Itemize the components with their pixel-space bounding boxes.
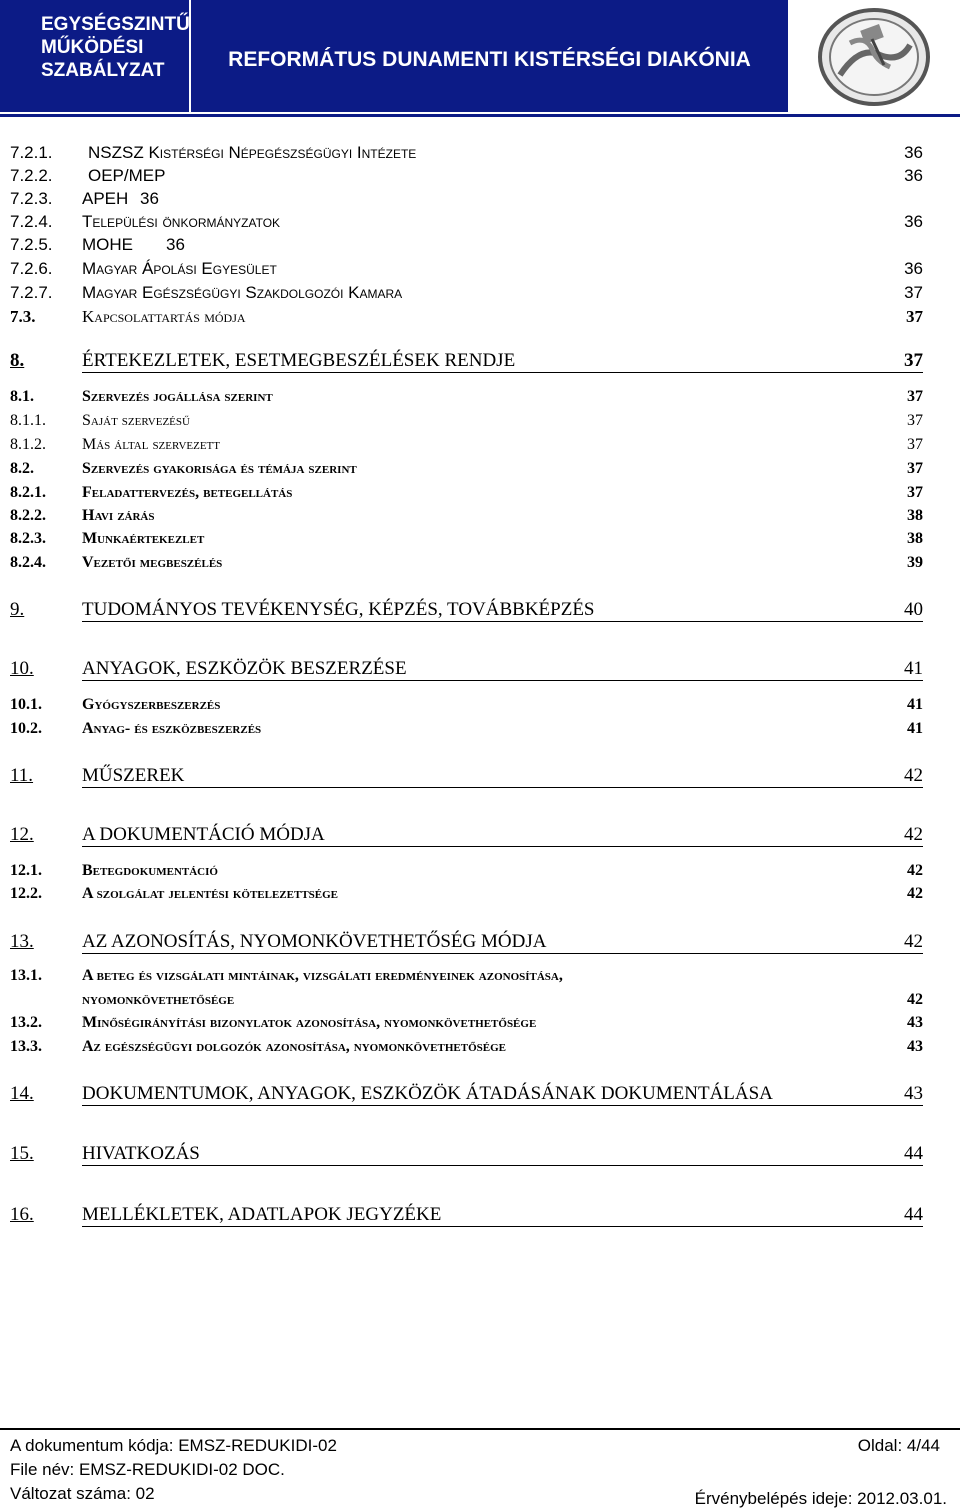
toc-number: 7.2.2. bbox=[10, 166, 53, 185]
toc-page: 38 bbox=[907, 507, 923, 524]
toc-title: HIVATKOZÁS bbox=[82, 1143, 200, 1164]
chapter-rule bbox=[82, 680, 923, 681]
version-number: Változat száma: 02 bbox=[10, 1484, 155, 1503]
toc-number: 10.1. bbox=[10, 696, 42, 713]
toc-number: 8.1.1. bbox=[10, 412, 46, 429]
toc-number: 7.2.1. bbox=[10, 143, 53, 162]
toc-number: 12.1. bbox=[10, 862, 42, 879]
toc-number: 8. bbox=[10, 350, 25, 371]
toc-page: 37 bbox=[904, 350, 923, 371]
chapter-rule bbox=[82, 1226, 923, 1227]
toc-page: 36 bbox=[166, 235, 185, 254]
toc-number: 13.3. bbox=[10, 1038, 42, 1055]
document-type-line-2: MŰKÖDÉSI bbox=[41, 37, 144, 58]
toc-title: ÉRTEKEZLETEK, ESETMEGBESZÉLÉSEK RENDJE bbox=[82, 350, 516, 371]
file-name: File név: EMSZ-REDUKIDI-02 DOC. bbox=[10, 1460, 285, 1479]
toc-number: 16. bbox=[10, 1204, 34, 1225]
toc-page: 43 bbox=[907, 1014, 923, 1031]
toc-page: 42 bbox=[907, 991, 923, 1008]
chapter-rule bbox=[82, 953, 923, 954]
toc-page: 41 bbox=[907, 720, 923, 737]
toc-page: 42 bbox=[904, 931, 923, 952]
document-code: A dokumentum kódja: EMSZ-REDUKIDI-02 bbox=[10, 1436, 337, 1455]
chapter-rule bbox=[82, 787, 923, 788]
toc-page: 44 bbox=[904, 1204, 923, 1225]
effective-date: Érvénybelépés ideje: 2012.03.01. bbox=[694, 1489, 947, 1508]
toc-number: 10.2. bbox=[10, 720, 42, 737]
toc-title: Az egészségügyi dolgozók azonosítása, nyomonkövethetősége bbox=[82, 1038, 506, 1055]
toc-page: 42 bbox=[904, 824, 923, 845]
toc-number: 13.2. bbox=[10, 1014, 42, 1031]
toc-title: nyomonkövethetősége bbox=[82, 991, 235, 1008]
toc-title: Munkaértekezlet bbox=[82, 530, 205, 547]
toc-title: MŰSZEREK bbox=[82, 765, 185, 786]
toc-number: 8.1.2. bbox=[10, 436, 46, 453]
toc-page: 41 bbox=[907, 696, 923, 713]
toc-title: Havi zárás bbox=[82, 507, 155, 524]
toc-title: A szolgálat jelentési kötelezettsége bbox=[82, 885, 339, 902]
toc-title: Vezetői megbeszélés bbox=[82, 554, 223, 571]
organization-title: REFORMÁTUS DUNAMENTI KISTÉRSÉGI DIAKÓNIA bbox=[191, 0, 788, 112]
toc-page: 39 bbox=[907, 554, 923, 571]
toc-page: 41 bbox=[904, 658, 923, 679]
footer-divider bbox=[0, 1428, 960, 1430]
toc-number: 12. bbox=[10, 824, 34, 845]
toc-title: ANYAGOK, ESZKÖZÖK BESZERZÉSE bbox=[82, 658, 407, 679]
toc-page: 40 bbox=[904, 599, 923, 620]
toc-title: OEP/MEP bbox=[88, 166, 166, 185]
toc-title: Feladattervezés, betegellátás bbox=[82, 484, 293, 501]
chapter-rule bbox=[82, 1105, 923, 1106]
toc-page: 37 bbox=[907, 412, 923, 429]
toc-number: 8.2.1. bbox=[10, 484, 46, 501]
toc-number: 12.2. bbox=[10, 885, 42, 902]
toc-page: 37 bbox=[904, 283, 923, 302]
toc-title: Minőségirányítási bizonylatok azonosítása, nyomonkövethetősége bbox=[82, 1014, 537, 1031]
toc-page: 36 bbox=[140, 189, 159, 208]
toc-title: Kapcsolattartás módja bbox=[82, 307, 246, 326]
toc-title: Anyag- és eszközbeszerzés bbox=[82, 720, 262, 737]
toc-page: 37 bbox=[907, 460, 923, 477]
toc-page: 37 bbox=[907, 484, 923, 501]
toc-number: 7.2.4. bbox=[10, 212, 53, 231]
page-header bbox=[0, 0, 960, 118]
toc-number: 8.2. bbox=[10, 460, 34, 477]
document-type-line-3: SZABÁLYZAT bbox=[41, 60, 165, 81]
diakonia-seal-icon bbox=[810, 5, 938, 109]
toc-title: A DOKUMENTÁCIÓ MÓDJA bbox=[82, 824, 325, 845]
toc-title: Szervezés jogállása szerint bbox=[82, 388, 273, 405]
toc-title: MELLÉKLETEK, ADATLAPOK JEGYZÉKE bbox=[82, 1204, 442, 1225]
toc-number: 10. bbox=[10, 658, 34, 679]
toc-number: 7.2.7. bbox=[10, 283, 53, 302]
toc-title: MOHE bbox=[82, 235, 133, 254]
document-type-box bbox=[0, 0, 189, 112]
toc-title: APEH bbox=[82, 189, 129, 208]
toc-number: 7.3. bbox=[10, 307, 36, 326]
toc-title: Települési önkormányzatok bbox=[82, 212, 281, 231]
toc-page: 43 bbox=[904, 1083, 923, 1104]
toc-title: Magyar Ápolási Egyesület bbox=[82, 259, 277, 278]
toc-page: 44 bbox=[904, 1143, 923, 1164]
toc-page: 36 bbox=[904, 212, 923, 231]
toc-number: 11. bbox=[10, 765, 34, 786]
toc-title: Betegdokumentáció bbox=[82, 862, 218, 879]
toc-title: NSZSZ Kistérségi Népegészségügyi Intézete bbox=[88, 143, 417, 162]
toc-page: 37 bbox=[907, 436, 923, 453]
toc-page: 42 bbox=[904, 765, 923, 786]
toc-page: 42 bbox=[907, 885, 923, 902]
toc-page: 42 bbox=[907, 862, 923, 879]
toc-number: 8.1. bbox=[10, 388, 34, 405]
toc-number: 13. bbox=[10, 931, 34, 952]
toc-title: AZ AZONOSÍTÁS, NYOMONKÖVETHETŐSÉG MÓDJA bbox=[82, 931, 547, 952]
toc-title: DOKUMENTUMOK, ANYAGOK, ESZKÖZÖK ÁTADÁSÁNAK DOKUMENTÁLÁSA bbox=[82, 1083, 773, 1104]
logo-box bbox=[790, 0, 960, 112]
toc-page: 43 bbox=[907, 1038, 923, 1055]
toc-page: 36 bbox=[904, 166, 923, 185]
toc-number: 14. bbox=[10, 1083, 34, 1104]
header-divider bbox=[0, 114, 960, 117]
chapter-rule bbox=[82, 1165, 923, 1166]
toc-title: A beteg és vizsgálati mintáinak, vizsgálati eredményeinek azonosítása, bbox=[82, 967, 563, 984]
toc-number: 9. bbox=[10, 599, 25, 620]
toc-title: Saját szervezésű bbox=[82, 412, 190, 429]
toc-page: 36 bbox=[904, 259, 923, 278]
toc-number: 13.1. bbox=[10, 967, 42, 984]
toc-number: 8.2.4. bbox=[10, 554, 46, 571]
toc-number: 7.2.5. bbox=[10, 235, 53, 254]
toc-title: TUDOMÁNYOS TEVÉKENYSÉG, KÉPZÉS, TOVÁBBKÉPZÉS bbox=[82, 599, 595, 620]
toc-number: 7.2.3. bbox=[10, 189, 53, 208]
page-number: Oldal: 4/44 bbox=[857, 1436, 940, 1455]
toc-title: Szervezés gyakorisága és témája szerint bbox=[82, 460, 357, 477]
chapter-rule bbox=[82, 372, 923, 373]
toc-page: 36 bbox=[904, 143, 923, 162]
toc-title: Gyógyszerbeszerzés bbox=[82, 696, 221, 713]
toc-number: 15. bbox=[10, 1143, 34, 1164]
toc-page: 37 bbox=[906, 307, 923, 326]
chapter-rule bbox=[82, 846, 923, 847]
toc-number: 7.2.6. bbox=[10, 259, 53, 278]
toc-title: Magyar Egészségügyi Szakdolgozói Kamara bbox=[82, 283, 403, 302]
toc-number: 8.2.2. bbox=[10, 507, 46, 524]
toc-number: 8.2.3. bbox=[10, 530, 46, 547]
toc-title: Más által szervezett bbox=[82, 436, 220, 453]
document-type-line-1: EGYSÉGSZINTŰ bbox=[41, 14, 190, 35]
toc-page: 37 bbox=[907, 388, 923, 405]
chapter-rule bbox=[82, 621, 923, 622]
toc-page: 38 bbox=[907, 530, 923, 547]
